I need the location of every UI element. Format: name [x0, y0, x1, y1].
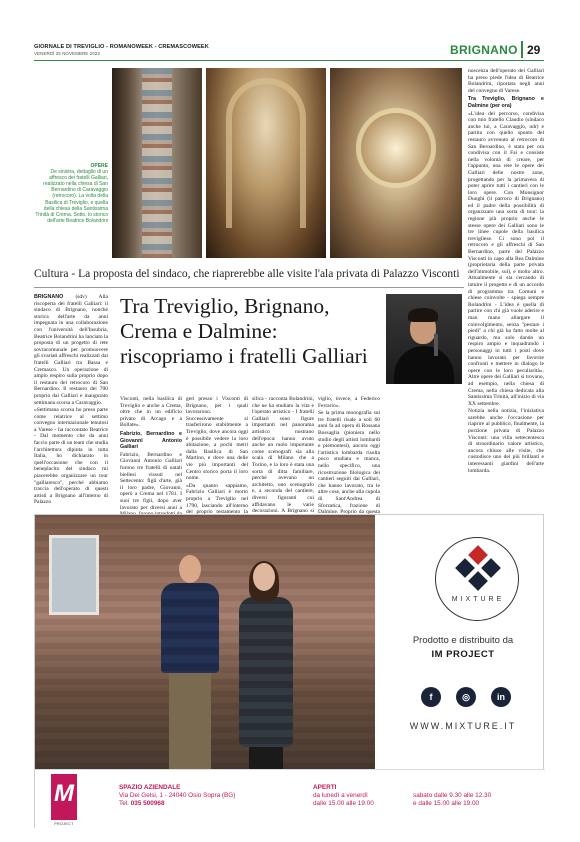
open-hours: dalle 15.00 alle 19.00 [313, 800, 374, 808]
paragraph: Se la prima monografia sui tre fratelli risale a soli 60 anni fa ad opera di Rossana Bossaglia (pioniera nello studio degli artisti lombardi e piemontesi), ancora oggi l'artistica lombarda risulta poco studiata e manca, nello specifico, una ricostruzione filologica dei cantieri seguiti dai Galliari, che hanno lavorato, tra le altre cose, anche alla cupola di Sant'Andrea di Sforzatica, frazione di Dalmine. Proprio da questa [318, 410, 380, 516]
ad-footer [35, 769, 545, 829]
paragraph: «Da quanto sappiamo, Fabrizio Galliari è morto proprio a Treviglio nel 1790, lasciando all'interno del proprio testamento la [186, 482, 248, 516]
distributor-name: IM PROJECT [431, 649, 495, 660]
article-column-1 [34, 294, 108, 507]
space-label: SPAZIO AZIENDALE [119, 784, 181, 791]
article-column-6 [468, 68, 544, 475]
headline: Tra Treviglio, Brignano, Crema e Dalmine: riscopriamo i fratelli Galliari [120, 294, 368, 368]
distributed-by: Prodotto e distribuito da [412, 635, 514, 646]
header-rule [34, 60, 544, 61]
brand-wordmark: MIXTURE [451, 596, 505, 603]
article-kicker: Cultura - La proposta del sindaco, che riaprerebbe alle visite l'ala privata di Palazzo Visconti [34, 268, 460, 280]
paragraph: geri presso i Visconti di Brignano, per i quali lavorarono. Successivamente si trasferirono stabilmente a Treviglio, dove ancora oggi è possibile vedere la loro abitazione, a pochi metri dalla Basilica di San Martino, e dove una delle vie più importanti del Centro storico porta il loro nome. [186, 396, 248, 482]
saturday-morning: sabato dalle 9.30 alle 12.30 [413, 792, 492, 799]
mixture-logo [435, 537, 519, 621]
linkedin-icon[interactable]: in [491, 687, 511, 707]
paragraph: «Settimana scorsa ho preso parte come relatrice al settimo convegno internazionale tenutosi a Varese - ha raccontato Beatrice - Dal momento che da anni faccio parte di un team che studia l'architettura dipinta in tutta Italia, ho dichiarato in quell'occasione che con il beneplacito del sindaco mi piacerebbe organizzare un tour "galliaresco", perché abbiamo traccia dell'operato di questi artisti a Brignano all'interno di Palazzo [34, 407, 108, 506]
open-label: APERTI [313, 784, 337, 791]
byline: (sdv) [75, 294, 87, 300]
issue-date: VENERDÌ 25 NOVEMBRE 2022 [34, 51, 100, 56]
paragraph: Fabrizio, Bernardino e Giovanni Antonio Galliari furono tre fratelli di natali biellesi vissuti nel Settecento: figli d'arte, già il loro padre, Giovanni, operò a Crema nel 1781. I suoi tre figli, dopo aver lavorato per diversi anni a [120, 451, 182, 511]
kicker-rule [34, 287, 464, 288]
website-link[interactable]: WWW.MIXTURE.IT [409, 721, 517, 731]
paragraph: «L'idea del percorso, condivisa con mio fratello Claudio (sindaco anche lui, a Caravaggio, ndr) e partita con quello spunto del restauro avvenuto al retrocoro di San Bernardino, è stata per ora condivisa con il Fai e consiste nella volontà di creare, per l'appunto, una rete le opere dei Galliari delle nostre zone, progettando per la primavera di poter aprire tutti i cantieri con le loro opere. Con Monsignor Dunghi (il parroco di Brignano) ed il padre della possibilità di organizzare una sorta di tour: la regione più proprio anche le stesse opere dei Galliari sono le tre linee cupole della basilica trevigliese. Ci sono poi il retrocoro e gli affreschi di San Bernardino, parte del Palazzo Visconti in capo alla Rea Dalmine (proprietaria della parte privata dell'immobile, sul), e molto altro. Attualmente si sta cercando di intuire il progetto e di un accordo di programma tra Comuni e chiese coinvolte - spiega sempre Bolandrini - L'idea è quella di partire con chi già vuole aderire e man mano allargare il coinvolgimento, senza "pestare i piedi" a chi già ha fatto molte al riguardo, ma solo dando un respiro ampio e inquadrando i personaggi in tutti i posti dove hanno lavorato per favorire confronti e mettere in dialogo le opere con le loro peculiarità». Altre opere dei Galliari si trovano, ad esempio, nella chiesa di Crema, nella chiesa dedicata alla Santissima Trinità, all'inizio di via XX settembre. [468, 110, 544, 407]
dateline: BRIGNANO [34, 294, 64, 300]
subheading: Tra Treviglio, Brignano e Dalmine (per ora) [468, 96, 544, 109]
article-column-2 [120, 396, 182, 532]
church-dome-photo [330, 68, 462, 258]
opening-hours [313, 784, 374, 809]
publication-name: GIORNALE DI TREVIGLIO - ROMANOWEEK - CREMASCOWEEK [34, 44, 209, 50]
logo-project-text: PROJECT [54, 822, 74, 826]
paragraph: noscenza dell'operato dei Galliari ha preso piede l'idea di Beatrice Bolandrini, riportata negli anni del convegno di Varese. [468, 68, 544, 94]
article-column-5 [318, 396, 380, 523]
address-block [119, 784, 235, 809]
ad-couple-photo [35, 515, 375, 769]
advertisement[interactable] [34, 514, 544, 828]
paragraph: Alla riscoperta dei fratelli Galliari: il sindaco di Brignano, nonché storica dell'arte da anni impegnata in una collaborazione con l'università dell'Insubria, Beatrice Bolandrini ha lanciato la proposta di un progetto di rete sovracomunale per promuovere gli svariati affreschi realizzati dai fratelli Galliari tra Bassa e Cremasco. Un operazione di ampio respiro sulla proprio dopo il restauro del retrocoro di San Bernardino. Il restauro dei 700 proprio dai Galliari e inaugurato settimana scorsa a Caravaggio. [34, 294, 109, 406]
header-divider [521, 41, 523, 58]
paragraph: viglio, invece, a Federico Ferrario». [318, 396, 380, 409]
page-number: 29 [527, 43, 541, 57]
basilica-vault-photo [206, 68, 326, 258]
address: Via Dei Gelsi, 1 - 24040 Osio Sopra (BG) [119, 792, 236, 800]
caption-text: De sinistra, dettaglio di un affresco dei fratelli Galliari, realizzato nella chiesa di San Bernardino di Caravaggio (retrocoro). La volta della Basilica di Treviglio, e quella della chiesa della Santissima Trinità di Crema. Sotto, lo storico dell'arte Beatrice Bolandrini [35, 169, 108, 224]
article-column-4 [252, 396, 314, 529]
instagram-icon[interactable]: ◎ [456, 687, 476, 707]
im-project-logo: M PROJECT [51, 774, 77, 820]
fresco-detail-photo [112, 68, 202, 258]
section-title: BRIGNANO [450, 43, 518, 57]
saturday-afternoon: e dalle 15.00 alle 19.00 [413, 800, 480, 808]
mixture-diamond-icon [458, 548, 498, 588]
portrait-photo [386, 294, 462, 384]
social-links [421, 687, 511, 707]
paragraph: silica - racconta Bolandrini, che ne ha studiato la vita e l'operato artistico - I fratelli Galliari sono figure importanti nel panorama artistico nostrano dell'epoca: hanno avuto anche un ruolo importante come scenografi sia alla scala di Milano che a Torino, e la loro è stata una sorta di ditta familiare, perché avevano un architetto, uno scenografo e, a seconda del cantiere, diversi figuranti cui affidavano le varie decorazioni. A Brignano si [252, 396, 314, 515]
phone-number[interactable]: 035 500968 [130, 800, 165, 808]
photo-caption [34, 163, 108, 224]
facebook-icon[interactable]: f [421, 687, 441, 707]
subheading: Fabrizio, Bernardino e Giovanni Antonio Galliari [120, 430, 182, 451]
paragraph: Visconti, nella basilica di Treviglio e anche a Crema, oltre che in un edificio privato di Arcago e a Bollate». [120, 396, 182, 429]
caption-title: OPERE [90, 163, 108, 169]
saturday-hours [413, 792, 491, 808]
tel-label: Tel. [119, 800, 129, 808]
paragraph: Notizia nella notizia, l'iniziativa sarebbe anche l'occasione per riaprire al pubblico, finalmente, la porzione privata di Palazzo Visconti: una villa settecentesca di straordinario valore artistico, ancora chiuso alle visite, che custodisce uno dei più brillanti e interessanti giardini dell'arte lombarda. [468, 408, 544, 474]
open-days: da lunedì a venerdì [313, 792, 368, 800]
